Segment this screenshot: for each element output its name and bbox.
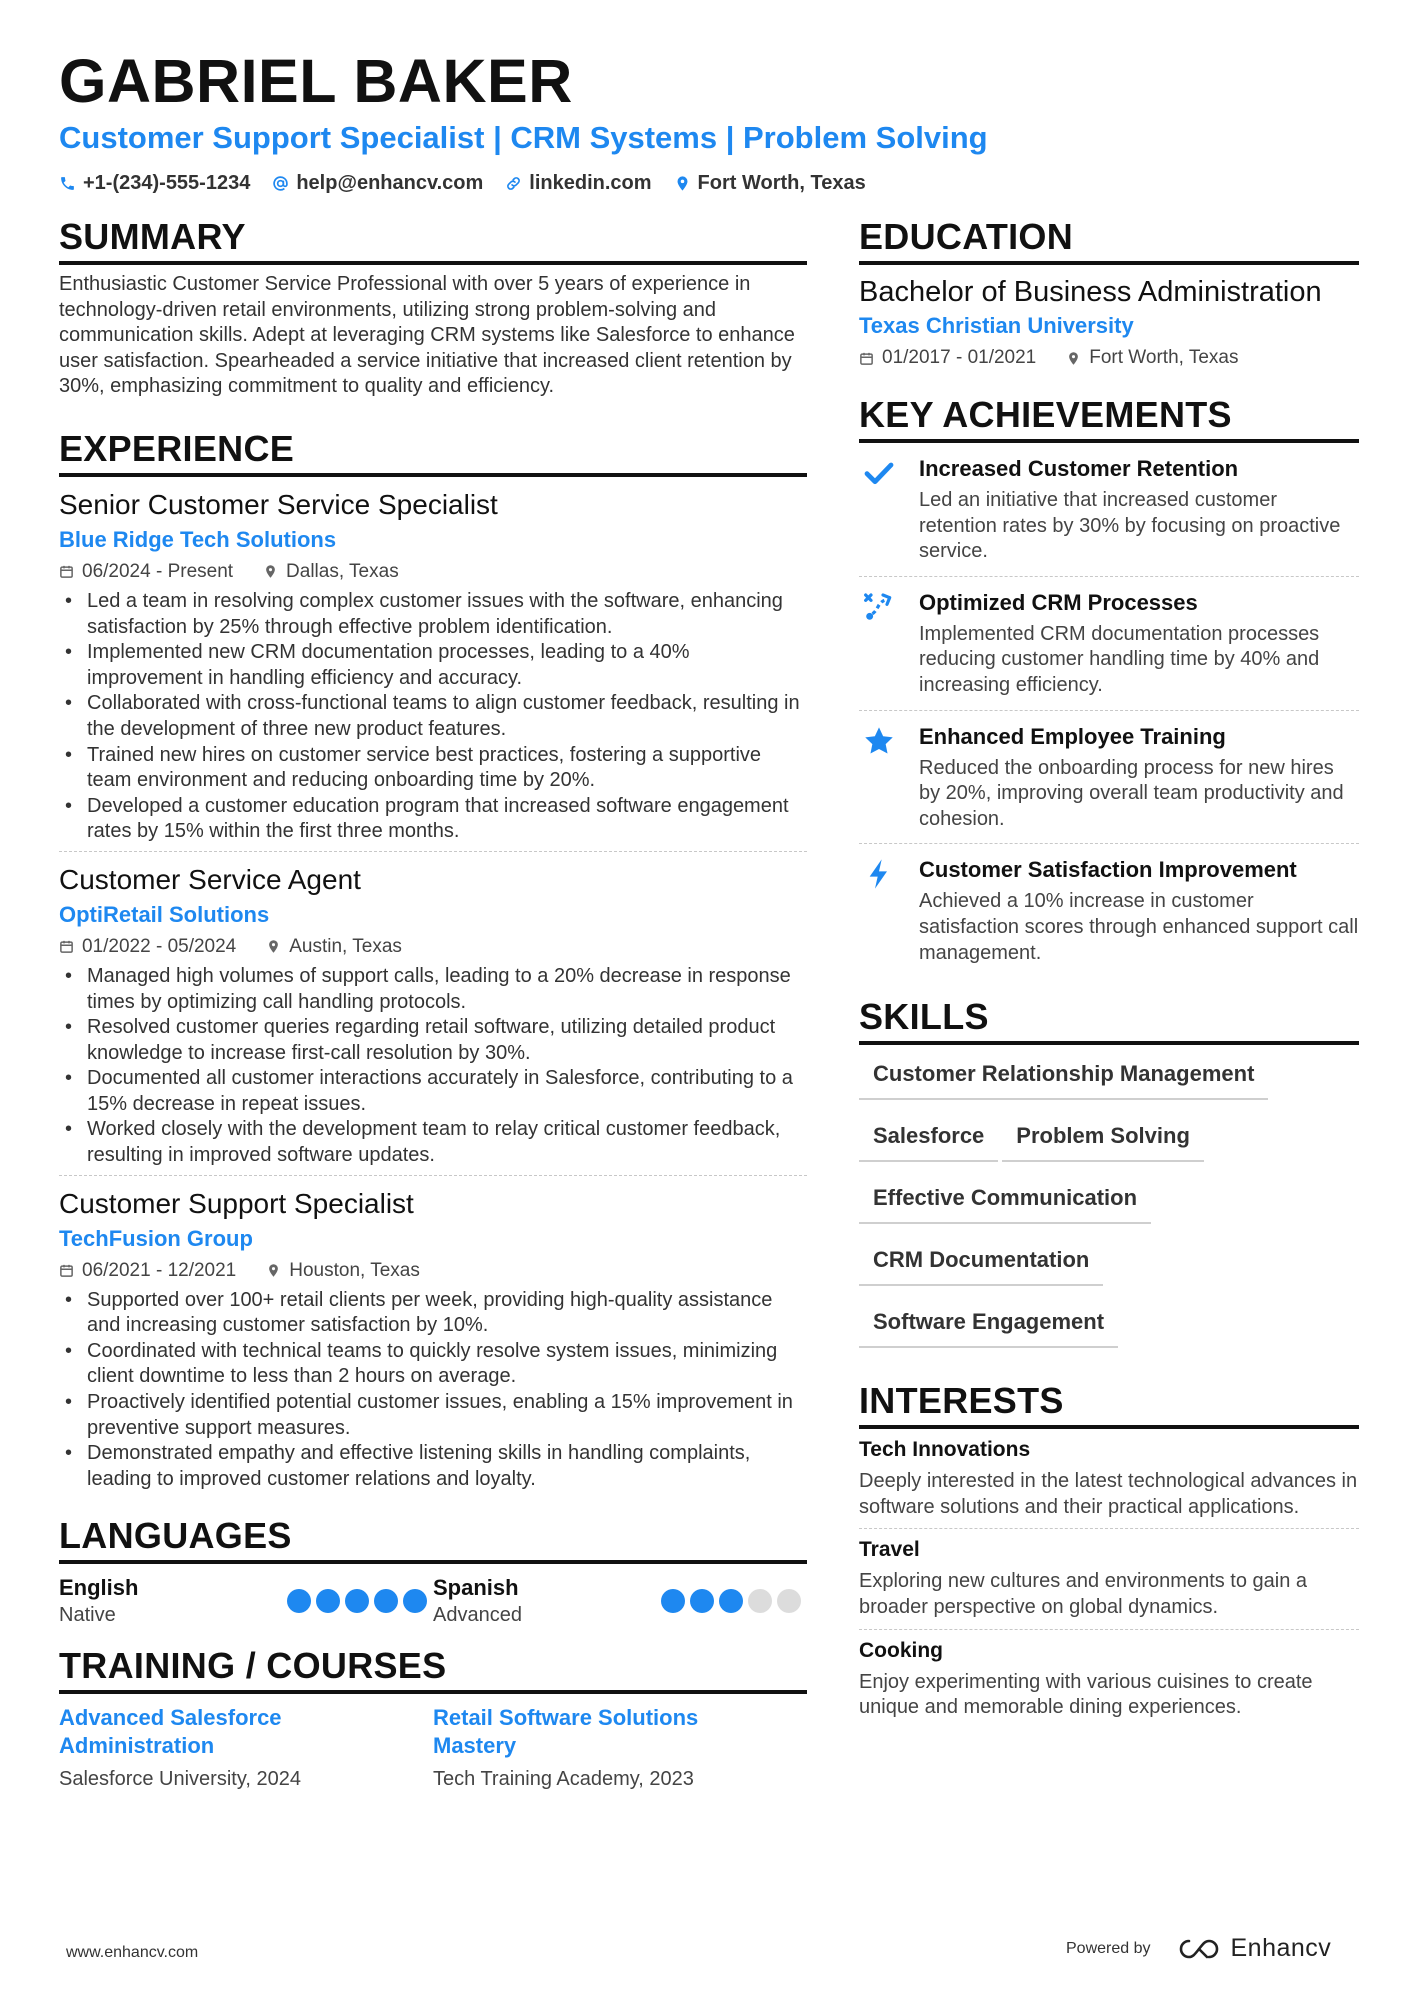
- skill-tag: Effective Communication: [859, 1179, 1151, 1224]
- brand-logo[interactable]: [1177, 1934, 1332, 1963]
- education-dates: 01/2017 - 01/2021: [882, 347, 1037, 368]
- interest-title: Cooking: [859, 1638, 943, 1662]
- interest-item: [859, 1429, 1359, 1528]
- rating-dot-filled: [316, 1589, 340, 1613]
- candidate-name: GABRIEL BAKER: [59, 47, 573, 115]
- experience-section: [59, 427, 807, 1498]
- list-item: • Collaborated with cross-functional teams to align customer feedback, resulting in the development of three new product features.: [59, 691, 807, 742]
- job-location: Dallas, Texas: [286, 560, 399, 582]
- job-bullets: [59, 1288, 807, 1493]
- achievements-section: [859, 393, 1359, 977]
- rating-dot-filled: [661, 1589, 685, 1613]
- section-title: TRAINING / COURSES: [59, 1644, 807, 1694]
- summary-text: Enthusiastic Customer Service Professional with over 5 years of experience in technology-driven retail environments, utilizing strong problem-solving and communication skills. Adept at leveraging CRM systems like Salesforce to enhance user satisfaction. Spearheaded a service initiative that increased client retention by 30%, emphasizing commitment to quality and efficiency.: [59, 273, 795, 398]
- location-pin-icon: [1066, 351, 1081, 366]
- rating-dot-filled: [287, 1589, 311, 1613]
- achievement-title: Customer Satisfaction Improvement: [919, 857, 1297, 883]
- job-dates: 06/2021 - 12/2021: [82, 1259, 237, 1281]
- skill-tag: Salesforce: [859, 1117, 998, 1162]
- achievement-title: Increased Customer Retention: [919, 456, 1239, 481]
- at-icon: [272, 175, 289, 192]
- location-contact: [674, 172, 866, 195]
- rating-dot-filled: [374, 1589, 398, 1613]
- job-title: Customer Support Specialist: [59, 1187, 414, 1219]
- interest-item: [859, 1629, 1359, 1729]
- rating-dot-filled: [403, 1589, 427, 1613]
- interest-desc: Exploring new cultures and environments to gain a broader perspective on global dynamics.: [859, 1570, 1308, 1618]
- calendar-icon: [59, 939, 74, 954]
- list-item: • Led a team in resolving complex customer issues with the software, enhancing satisfaction by 25% through effective problem identification.: [59, 589, 807, 640]
- email-contact[interactable]: [272, 172, 483, 195]
- course-item: [59, 1704, 433, 1792]
- training-section: [59, 1644, 807, 1792]
- section-title: EDUCATION: [859, 215, 1359, 265]
- language-rating: [287, 1589, 427, 1613]
- achievement-item: [859, 443, 1359, 576]
- language-name: Spanish: [433, 1575, 519, 1601]
- location-pin-icon: [263, 564, 278, 579]
- job-company: OptiRetail Solutions: [59, 901, 270, 927]
- list-item: • Resolved customer queries regarding retail software, utilizing detailed product knowledge to increase first-call resolution by 30%.: [59, 1015, 807, 1066]
- languages-section: [59, 1514, 807, 1628]
- footer-website[interactable]: www.enhancv.com: [66, 1944, 199, 1961]
- degree: Bachelor of Business Administration: [859, 276, 1322, 308]
- brand-name: Enhancv: [1230, 1934, 1332, 1962]
- list-item: • Documented all customer interactions accurately in Salesforce, contributing to a 15% decrease in repeat issues.: [59, 1066, 807, 1117]
- job-bullets: [59, 964, 807, 1169]
- education-meta: [859, 345, 1359, 371]
- list-item: • Proactively identified potential customer issues, enabling a 15% improvement in preventive support measures.: [59, 1390, 807, 1441]
- job-dates: 06/2024 - Present: [82, 560, 234, 582]
- course-title: Retail Software Solutions Mastery: [433, 1705, 699, 1759]
- phone-contact[interactable]: [59, 172, 250, 195]
- list-item: • Developed a customer education program that increased software engagement rates by 15% within the first three months.: [59, 794, 807, 845]
- achievement-title: Optimized CRM Processes: [919, 589, 1198, 615]
- location-text: Fort Worth, Texas: [697, 172, 866, 194]
- language-level: Advanced: [433, 1604, 522, 1627]
- rating-dot-empty: [777, 1589, 801, 1613]
- rating-dot-filled: [345, 1589, 369, 1613]
- job-meta: [59, 934, 807, 960]
- section-title: KEY ACHIEVEMENTS: [859, 393, 1359, 443]
- tagline: Customer Support Specialist | CRM Systems | Problem Solving: [59, 120, 988, 155]
- location-pin-icon: [674, 175, 691, 192]
- phone-text: +1-(234)-555-1234: [83, 172, 251, 194]
- job-meta: [59, 1258, 807, 1284]
- enhancv-logo-icon: [1177, 1937, 1221, 1961]
- achievement-item: [859, 710, 1359, 844]
- skill-list: [859, 1055, 1359, 1365]
- language-rating: [661, 1589, 801, 1613]
- email-text: help@enhancv.com: [296, 172, 484, 194]
- interest-title: Tech Innovations: [859, 1438, 1031, 1462]
- section-title: SUMMARY: [59, 215, 807, 265]
- calendar-icon: [59, 564, 74, 579]
- course-org: Tech Training Academy, 2023: [433, 1768, 694, 1791]
- job-entry: [59, 851, 807, 1175]
- right-column: [859, 215, 1359, 1729]
- job-location: Austin, Texas: [289, 935, 402, 957]
- job-title: Senior Customer Service Specialist: [59, 488, 498, 520]
- job-company: TechFusion Group: [59, 1225, 253, 1251]
- lightning-icon: [863, 858, 895, 890]
- header: [59, 46, 1359, 195]
- achievement-desc: Implemented CRM documentation processes reducing customer handling time by 40% and increasing efficiency.: [919, 622, 1320, 696]
- calendar-icon: [859, 351, 874, 366]
- rating-dot-filled: [719, 1589, 743, 1613]
- skill-tag: Problem Solving: [1002, 1117, 1204, 1162]
- route-icon: [863, 591, 895, 623]
- left-column: [59, 215, 807, 1792]
- rating-dot-filled: [690, 1589, 714, 1613]
- skill-tag: CRM Documentation: [859, 1241, 1103, 1286]
- course-org: Salesforce University, 2024: [59, 1768, 301, 1791]
- phone-icon: [59, 175, 76, 192]
- job-meta: [59, 559, 807, 585]
- summary-section: [59, 215, 807, 400]
- course-list: [59, 1704, 807, 1792]
- star-icon: [863, 725, 895, 757]
- contact-bar: [59, 172, 1359, 195]
- list-item: • Demonstrated empathy and effective listening skills in handling complaints, leading to improved customer relations and loyalty.: [59, 1441, 807, 1492]
- achievement-desc: Led an initiative that increased customer retention rates by 30% by focusing on proactive service.: [919, 489, 1341, 563]
- section-title: EXPERIENCE: [59, 427, 807, 477]
- section-title: SKILLS: [859, 995, 1359, 1045]
- skill-tag: Customer Relationship Management: [859, 1055, 1268, 1100]
- job-dates: 01/2022 - 05/2024: [82, 935, 237, 957]
- education-section: [859, 215, 1359, 371]
- course-item: [433, 1704, 807, 1792]
- footer-branding: [1066, 1934, 1331, 1963]
- interest-title: Travel: [859, 1538, 920, 1562]
- achievement-item: [859, 843, 1359, 977]
- interests-section: [859, 1379, 1359, 1729]
- linkedin-text: linkedin.com: [529, 172, 652, 194]
- list-item: • Supported over 100+ retail clients per week, providing high-quality assistance and increasing customer satisfaction by 10%.: [59, 1288, 807, 1339]
- achievement-desc: Achieved a 10% increase in customer satisfaction scores through enhanced support call management.: [919, 890, 1359, 964]
- language-list: [59, 1574, 807, 1628]
- achievement-item: [859, 576, 1359, 710]
- school: Texas Christian University: [859, 313, 1134, 338]
- list-item: • Managed high volumes of support calls, leading to a 20% decrease in response times by optimizing call handling protocols.: [59, 964, 807, 1015]
- job-bullets: [59, 589, 807, 845]
- language-level: Native: [59, 1604, 116, 1627]
- interest-desc: Deeply interested in the latest technological advances in software solutions and their practical applications.: [859, 1470, 1358, 1518]
- language-item: [59, 1574, 433, 1628]
- skill-tag: Software Engagement: [859, 1303, 1118, 1348]
- job-title: Customer Service Agent: [59, 863, 361, 895]
- location-pin-icon: [266, 1263, 281, 1278]
- section-title: INTERESTS: [859, 1379, 1359, 1429]
- interest-item: [859, 1528, 1359, 1628]
- powered-by-label: Powered by: [1066, 1939, 1151, 1957]
- achievement-title: Enhanced Employee Training: [919, 723, 1226, 749]
- language-item: [433, 1574, 807, 1628]
- job-company: Blue Ridge Tech Solutions: [59, 526, 337, 552]
- skills-section: [859, 995, 1359, 1365]
- job-entry: [59, 1175, 807, 1499]
- job-entry: [59, 477, 807, 851]
- interest-desc: Enjoy experimenting with various cuisines to create unique and memorable dining experiences.: [859, 1670, 1313, 1719]
- list-item: • Coordinated with technical teams to quickly resolve system issues, minimizing client downtime to less than 2 hours on average.: [59, 1339, 807, 1390]
- list-item: • Worked closely with the development team to relay critical customer feedback, resulting in improved software updates.: [59, 1117, 807, 1168]
- checkmark-icon: [863, 457, 895, 489]
- achievement-desc: Reduced the onboarding process for new hires by 20%, improving overall team productivity and cohesion.: [919, 756, 1344, 830]
- link-icon: [505, 175, 522, 192]
- language-name: English: [59, 1575, 139, 1601]
- education-location: Fort Worth, Texas: [1089, 347, 1239, 368]
- course-title: Advanced Salesforce Administration: [59, 1705, 282, 1759]
- job-location: Houston, Texas: [289, 1259, 420, 1281]
- location-pin-icon: [266, 939, 281, 954]
- calendar-icon: [59, 1263, 74, 1278]
- section-title: LANGUAGES: [59, 1514, 807, 1564]
- list-item: • Trained new hires on customer service best practices, fostering a supportive team environment and reducing onboarding time by 20%.: [59, 743, 807, 794]
- rating-dot-empty: [748, 1589, 772, 1613]
- linkedin-contact[interactable]: [505, 172, 651, 195]
- list-item: • Implemented new CRM documentation processes, leading to a 40% improvement in handling efficiency and accuracy.: [59, 640, 807, 691]
